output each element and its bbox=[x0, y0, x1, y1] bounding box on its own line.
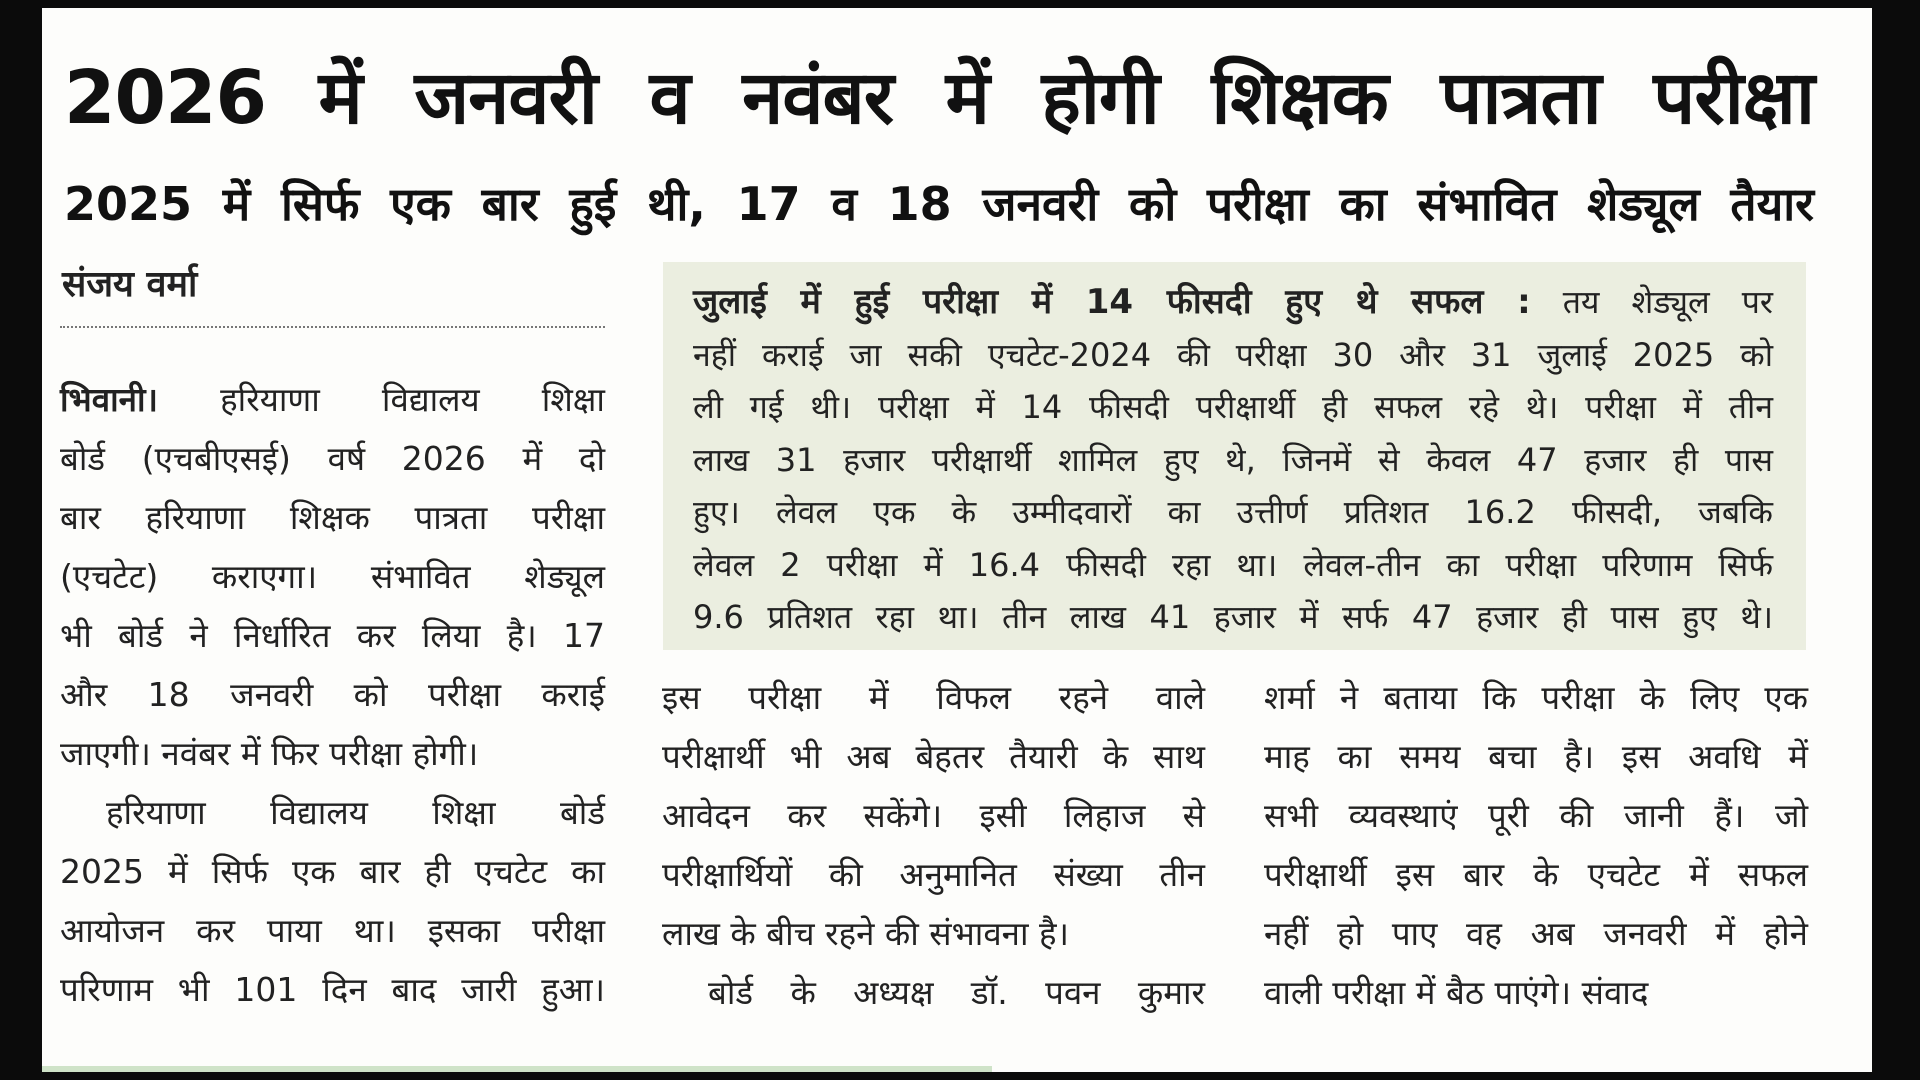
text-line: बार हरियाणा शिक्षक पात्रता परीक्षा bbox=[60, 498, 605, 537]
text-line: जाएगी। नवंबर में फिर परीक्षा होगी। bbox=[60, 734, 479, 773]
text-line: भी बोर्ड ने निर्धारित कर लिया है। 17 bbox=[60, 616, 605, 655]
text-line: (एचटेट) कराएगा। संभावित शेड्यूल bbox=[60, 557, 605, 596]
left-column bbox=[60, 370, 605, 1019]
text-line: हरियाणा विद्यालय शिक्षा बोर्ड bbox=[106, 793, 605, 832]
middle-column bbox=[662, 668, 1205, 1022]
text-line: आवेदन कर सकेंगे। इसी लिहाज से bbox=[662, 796, 1205, 835]
text-line: और 18 जनवरी को परीक्षा कराई bbox=[60, 675, 605, 714]
byline-divider bbox=[60, 326, 605, 328]
box-heading: जुलाई में हुई परीक्षा में 14 फीसदी हुए थे सफल : bbox=[693, 282, 1531, 322]
text-line: जुलाई में हुई परीक्षा में 14 फीसदी हुए थे सफल : तय शेड्यूल पर bbox=[693, 282, 1773, 322]
text-line: लाख 31 हजार परीक्षार्थी शामिल हुए थे, जिनमें से केवल 47 हजार ही पास bbox=[693, 440, 1773, 479]
text-line: बोर्ड के अध्यक्ष डॉ. पवन कुमार bbox=[708, 973, 1205, 1012]
dateline: भिवानी। bbox=[60, 380, 159, 419]
text-line: माह का समय बचा है। इस अवधि में bbox=[1264, 737, 1808, 776]
text-line: बोर्ड (एचबीएसई) वर्ष 2026 में दो bbox=[60, 439, 605, 478]
text-line: वाली परीक्षा में बैठ पाएंगे। संवाद bbox=[1264, 973, 1649, 1012]
highlight-box bbox=[663, 262, 1806, 650]
byline: संजय वर्मा bbox=[62, 264, 198, 305]
text-line: परीक्षार्थी भी अब बेहतर तैयारी के साथ bbox=[662, 737, 1205, 776]
bottom-edge-strip bbox=[42, 1066, 992, 1072]
text-line: लाख के बीच रहने की संभावना है। bbox=[662, 914, 1070, 953]
text-line: परीक्षार्थी इस बार के एचटेट में सफल bbox=[1264, 855, 1808, 894]
subheadline: 2025 में सिर्फ एक बार हुई थी, 17 व 18 जनवरी को परीक्षा का संभावित शेड्यूल तैयार bbox=[64, 177, 1814, 231]
text-line: परिणाम भी 101 दिन बाद जारी हुआ। bbox=[60, 970, 605, 1009]
text-line: सभी व्यवस्थाएं पूरी की जानी हैं। जो bbox=[1264, 796, 1808, 835]
text-line: ली गई थी। परीक्षा में 14 फीसदी परीक्षार्थी ही सफल रहे थे। परीक्षा में तीन bbox=[693, 388, 1773, 426]
text-line: लेवल 2 परीक्षा में 16.4 फीसदी रहा था। लेवल-तीन का परीक्षा परिणाम सिर्फ bbox=[693, 545, 1773, 584]
text-line: आयोजन कर पाया था। इसका परीक्षा bbox=[60, 911, 605, 950]
headline: 2026 में जनवरी व नवंबर में होगी शिक्षक पात्रता परीक्षा bbox=[64, 55, 1814, 141]
text-line: हुए। लेवल एक के उम्मीदवारों का उत्तीर्ण प्रतिशत 16.2 फीसदी, जबकि bbox=[693, 493, 1773, 531]
text-line: शर्मा ने बताया कि परीक्षा के लिए एक bbox=[1264, 678, 1808, 717]
text-line: 9.6 प्रतिशत रहा था। तीन लाख 41 हजार में सर्फ 47 हजार ही पास हुए थे। bbox=[693, 598, 1773, 636]
text-line: नहीं कराई जा सकी एचटेट-2024 की परीक्षा 30 और 31 जुलाई 2025 को bbox=[693, 335, 1773, 374]
text-line: परीक्षार्थियों की अनुमानित संख्या तीन bbox=[662, 855, 1205, 894]
text-line: 2025 में सिर्फ एक बार ही एचटेट का bbox=[60, 852, 605, 891]
right-column bbox=[1264, 668, 1808, 1022]
text-line: नहीं हो पाए वह अब जनवरी में होने bbox=[1264, 914, 1808, 953]
text-line: इस परीक्षा में विफल रहने वाले bbox=[662, 678, 1205, 717]
text-line: भिवानी। हरियाणा विद्यालय शिक्षा bbox=[60, 380, 605, 419]
